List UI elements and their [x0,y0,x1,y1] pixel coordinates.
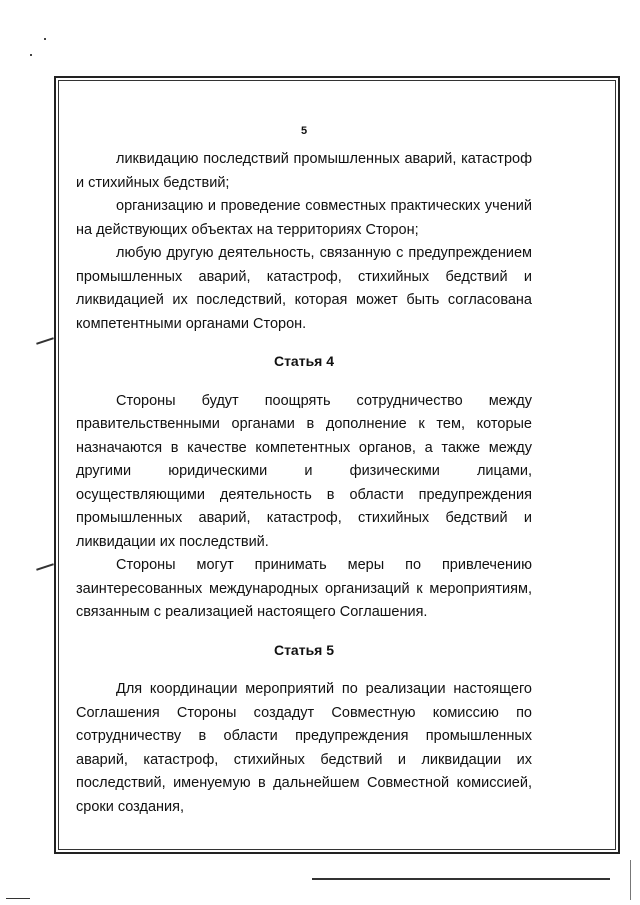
article-5-paragraph-1: Для координации мероприятий по реализации настоящего Соглашения Стороны создадут Совместную комиссию по сотрудничеству в области предупреждения промышленных аварий, катастроф, стихийных бедствий и ликвидации их последствий, именуемую в дальнейшем Совместной комиссией, сроки создания, [76,681,532,815]
staple-mark-top [36,337,54,344]
page-number: 5 [300,125,308,137]
scan-speck [44,38,46,40]
bottom-left-rule [6,898,30,899]
scan-speck [30,54,32,56]
staple-mark-bottom [36,563,54,570]
paragraph-exercises: организацию и проведение совместных практических учений на действующих объектах на территориях Сторон; [76,198,532,238]
bottom-rule [312,878,610,880]
article-5-heading: Статья 5 [273,641,335,658]
paragraph-liquidation: ликвидацию последствий промышленных аварий, катастроф и стихийных бедствий; [76,151,532,191]
document-body [76,122,532,819]
article-4-paragraph-1: Стороны будут поощрять сотрудничество между правительственными органами в дополнение к тем, которые назначаются в качестве компетентных органов, а также между другими юридическими и физическими лицами, осуществляющими деятельность в области предупреждения промышленных аварий, катастроф, стихийных бедствий и ликвидации их последствий. [76,392,532,550]
article-4-heading: Статья 4 [273,353,335,369]
edge-tick [630,860,631,900]
article-4-paragraph-2: Стороны могут принимать меры по привлечению заинтересованных международных организаций к мероприятиям, связанным с реализацией настоящего Соглашения. [76,557,532,620]
paragraph-other-activity: любую другую деятельность, связанную с предупреждением промышленных аварий, катастроф, стихийных бедствий и ликвидацией их последствий, которая может быть согласована компетентными органами Сторон. [76,245,532,332]
